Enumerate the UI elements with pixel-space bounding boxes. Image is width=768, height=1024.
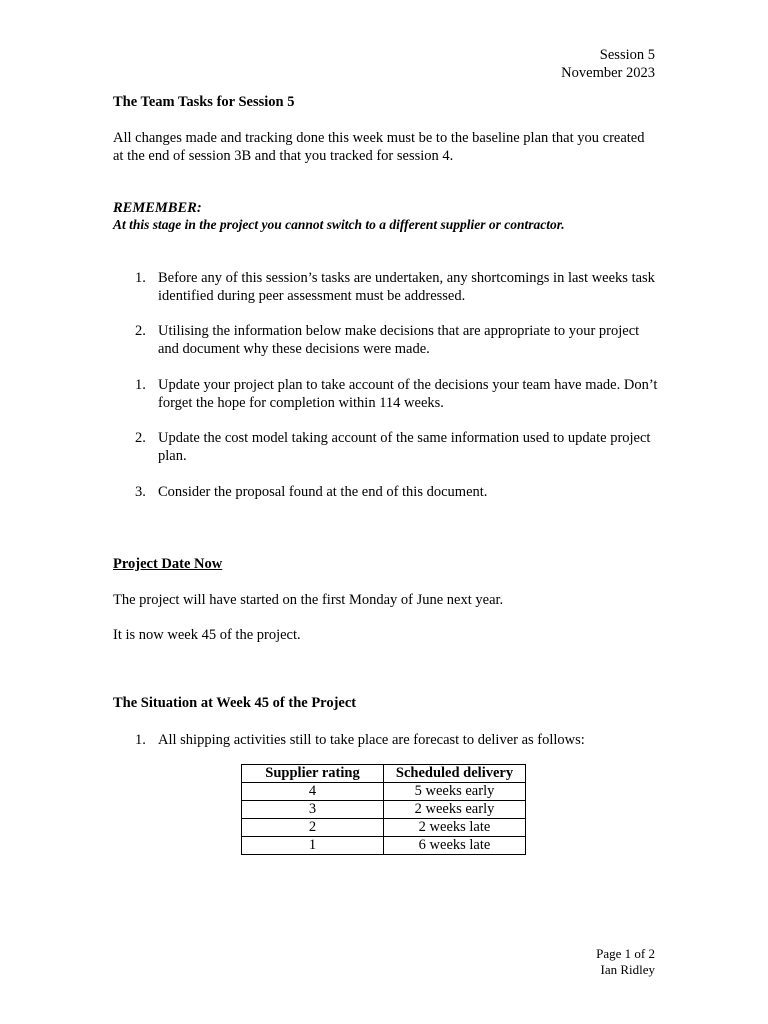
table-cell: 5 weeks early xyxy=(384,783,526,801)
table-cell: 2 weeks early xyxy=(384,801,526,819)
table-row xyxy=(242,819,526,837)
task-number: 2. xyxy=(135,430,146,446)
remember-text: At this stage in the project you cannot switch to a different supplier or contractor. xyxy=(113,217,565,232)
table-header: Supplier rating xyxy=(242,765,384,783)
page-header xyxy=(561,46,655,82)
task-number: 1. xyxy=(135,270,146,286)
situation-item-text: All shipping activities still to take place are forecast to deliver as follows: xyxy=(158,732,585,748)
page-footer xyxy=(596,946,655,978)
table-cell: 4 xyxy=(242,783,384,801)
table-header-row xyxy=(242,765,526,783)
task-number: 1. xyxy=(135,377,146,393)
task-text: Utilising the information below make decisions that are appropriate to your project and document why these decisions were made. xyxy=(158,323,640,357)
table-row xyxy=(242,783,526,801)
task-text: Update the cost model taking account of the same information used to update project plan. xyxy=(158,430,651,464)
table-row xyxy=(242,837,526,855)
header-session: Session 5 xyxy=(599,47,655,63)
project-date-heading-wrap xyxy=(113,555,658,573)
table-header: Scheduled delivery xyxy=(384,765,526,783)
table-cell: 6 weeks late xyxy=(384,837,526,855)
situation-heading: The Situation at Week 45 of the Project xyxy=(113,695,357,711)
task-number: 2. xyxy=(135,323,146,339)
table-cell: 2 weeks late xyxy=(384,819,526,837)
task-text: Update your project plan to take account of the decisions your team have made. Don’t forget the hope for completion within 114 weeks. xyxy=(158,377,658,411)
footer-author: Ian Ridley xyxy=(600,962,655,977)
task-text: Before any of this session’s tasks are undertaken, any shortcomings in last weeks task identified during peer assessment must be addressed. xyxy=(158,270,655,304)
task-number: 3. xyxy=(135,484,146,500)
table-cell: 2 xyxy=(242,819,384,837)
table-row xyxy=(242,801,526,819)
table-cell: 3 xyxy=(242,801,384,819)
task-text: Consider the proposal found at the end of this document. xyxy=(158,484,488,500)
document-title: The Team Tasks for Session 5 xyxy=(113,94,295,110)
project-date-heading: Project Date Now xyxy=(113,556,223,572)
table-cell: 1 xyxy=(242,837,384,855)
intro-paragraph: All changes made and tracking done this week must be to the baseline plan that you created at the end of session 3B and that you tracked for session 4. xyxy=(113,130,645,164)
situation-item-number: 1. xyxy=(135,732,146,748)
remember-label: REMEMBER: xyxy=(113,200,202,216)
footer-page-number: Page 1 of 2 xyxy=(596,946,655,961)
project-date-line1: The project will have started on the first Monday of June next year. xyxy=(113,592,504,608)
project-date-line2: It is now week 45 of the project. xyxy=(113,627,301,643)
delivery-table xyxy=(241,764,526,855)
header-date: November 2023 xyxy=(561,65,655,81)
